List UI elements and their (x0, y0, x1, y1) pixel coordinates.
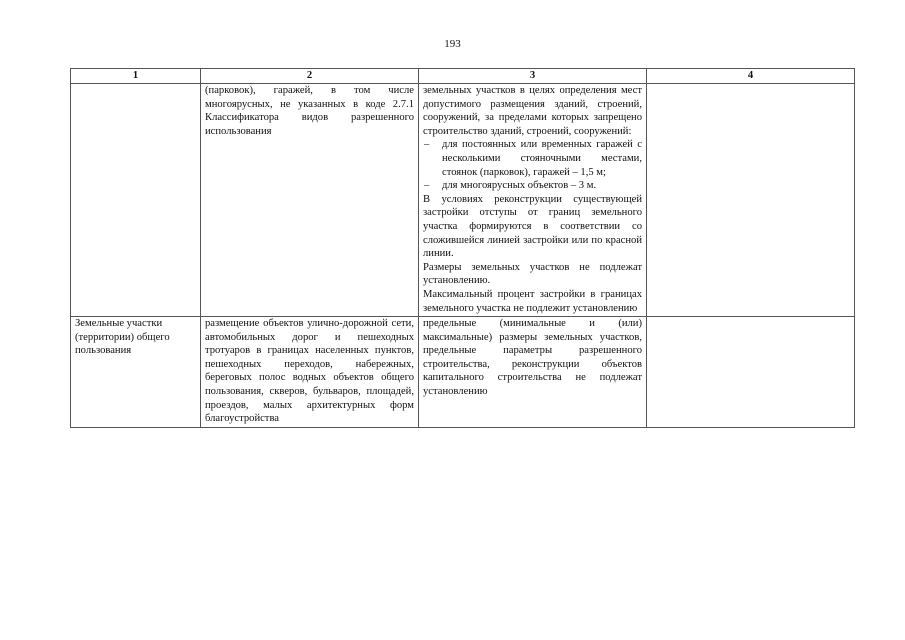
page-number: 193 (444, 38, 461, 50)
cell-land-type (71, 84, 201, 317)
list-item: – для многоярусных объектов – 3 м. (423, 179, 642, 193)
coverage-paragraph: Максимальный процент застройки в границах земельного участка не подлежит установлению (423, 288, 642, 314)
column-header-3: 3 (419, 69, 647, 84)
list-item: – для постоянных или временных гаражей с несколькими стояночными местами, стоянок (парковок), гаражей – 1,5 м; (423, 138, 642, 179)
cell-permitted-use: (парковок), гаражей, в том числе многоярусных, не указанных в коде 2.7.1 Классификатора видов разрешенного использования (201, 84, 419, 317)
cell-permitted-use: размещение объектов улично-дорожной сети, автомобильных дорог и пешеходных тротуаров в границах населенных пунктов, пешеходных переходов, набережных, береговых полос водных объектов общего пользования, скверов, бульваров, площадей, проездов, малых архитектурных форм благоустройства (201, 317, 419, 428)
cell-land-type: Земельные участки (территории) общего пользования (71, 317, 201, 428)
header-row (71, 69, 855, 84)
reconstruction-paragraph: В условиях реконструкции существующей застройки отступы от границ земельного участка формируются в соответствии со сложившейся линией застройки или по красной линии. (423, 193, 642, 260)
cell-parameters (419, 84, 647, 317)
plot-size-paragraph: Размеры земельных участков не подлежат установлению. (423, 261, 642, 287)
setback-list (423, 138, 642, 192)
cell-parameters: предельные (минимальные и (или) максимальные) размеры земельных участков, предельные параметры разрешенного строительства, реконструкции объектов капитального строительства не подлежат установлению (419, 317, 647, 428)
parameters-intro: земельных участков в целях определения мест допустимого размещения зданий, строений, сооружений, за пределами которых запрещено строительство зданий, строений, сооружений: (423, 85, 642, 137)
column-header-1: 1 (71, 69, 201, 84)
column-header-2: 2 (201, 69, 419, 84)
column-header-4: 4 (647, 69, 855, 84)
cell-notes (647, 317, 855, 428)
table-row (71, 84, 855, 317)
zoning-table (70, 68, 855, 428)
table-row (71, 317, 855, 428)
cell-notes (647, 84, 855, 317)
